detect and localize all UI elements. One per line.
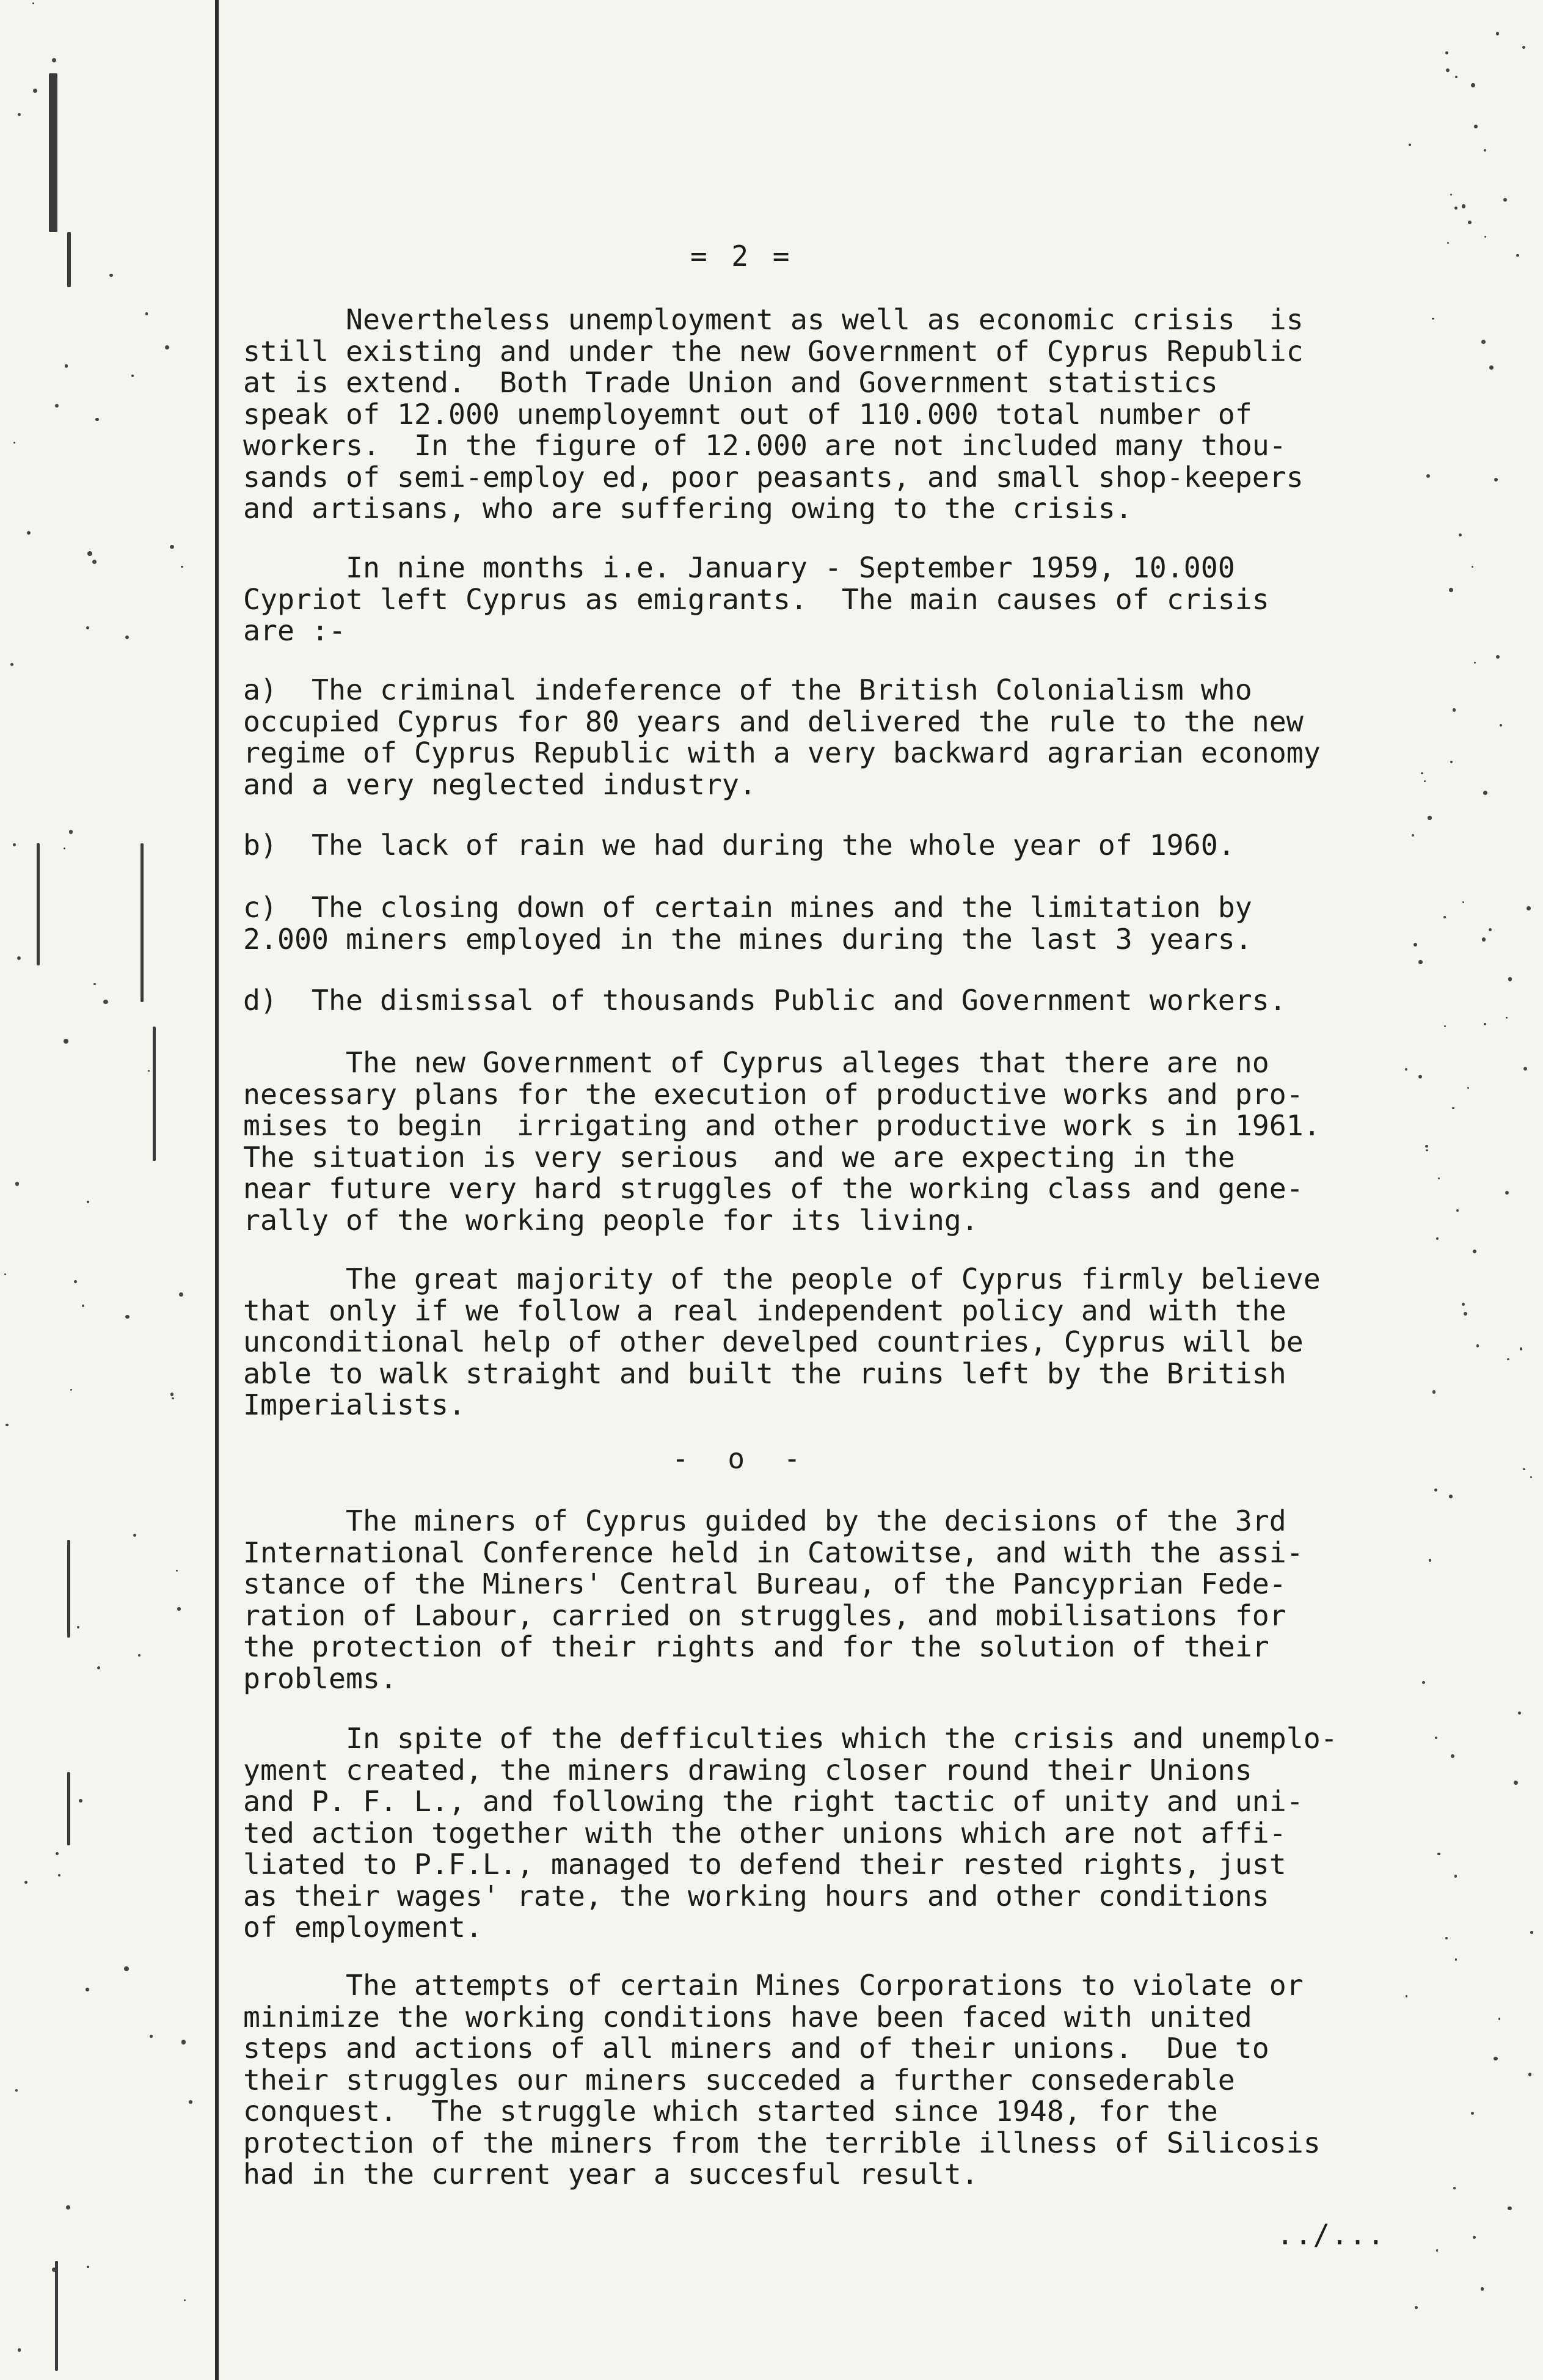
edge-line-mark [49, 73, 57, 232]
scan-speck [145, 312, 148, 315]
continuation-mark: ../... [1277, 2218, 1386, 2251]
scan-speck [82, 1305, 84, 1307]
scan-speck [1429, 1559, 1432, 1562]
paragraph-government-plans: The new Government of Cyprus alleges that there are no necessary plans for the execution of productive works and pro- mises to begin irrigating and other productive work s in 1961. The situation is very serious and we are expecting in the near future very hard struggles of the working class and gene- rally of the working people for its living. [243, 1046, 1321, 1237]
scan-speck [1450, 761, 1453, 763]
scan-speck [1514, 1781, 1518, 1785]
scan-speck [181, 2040, 186, 2045]
scan-speck [1476, 1344, 1479, 1347]
scan-speck [1462, 204, 1465, 208]
scan-speck [1436, 1237, 1439, 1240]
scan-speck [1472, 566, 1473, 568]
scan-speck [1508, 2206, 1512, 2211]
scan-speck [138, 1654, 140, 1657]
edge-line-mark [37, 843, 40, 965]
scan-speck [13, 843, 16, 846]
scan-speck [1522, 46, 1525, 49]
scan-speck [179, 1292, 183, 1297]
scan-speck [32, 2, 35, 5]
scan-speck [1528, 2073, 1532, 2076]
scan-speck [1432, 1390, 1435, 1393]
paragraph-difficulties: In spite of the defficulties which the crisis and unemplo- yment created, the miners drawing closer round their Unions and P. F. L., and following the right tactic of unity and uni- ted action together with the other unions which are not affi- liated to P.F.L., managed to defend their rested rights, just as their wages' rate, the working hours and other conditions of employment. [243, 1722, 1338, 1944]
scan-speck [1484, 1023, 1486, 1025]
scan-speck [184, 2299, 186, 2301]
edge-line-mark [153, 1027, 156, 1161]
scan-speck [1405, 1068, 1407, 1071]
scan-speck [1425, 1145, 1428, 1148]
scan-speck [52, 58, 56, 62]
scan-speck [15, 1182, 19, 1185]
scan-speck [10, 663, 13, 666]
scan-speck [1451, 1754, 1454, 1758]
scan-speck [1445, 51, 1448, 54]
scan-speck [1462, 901, 1464, 903]
scan-speck [1454, 1875, 1457, 1878]
scan-speck [56, 1852, 59, 1855]
paragraph-majority: The great majority of the people of Cyprus firmly believe that only if we follow a real independent policy and with the unconditional help of other develped countries, Cyprus will be able to walk straight and built the ruins left by the British Imperialists. [243, 1262, 1321, 1421]
scan-speck [125, 1315, 129, 1319]
scan-speck [1455, 1958, 1457, 1960]
scan-speck [70, 1389, 72, 1391]
left-margin-rule [215, 0, 219, 2380]
scan-speck [24, 1881, 27, 1884]
scan-speck [189, 2100, 192, 2103]
scan-speck [165, 345, 169, 350]
scan-speck [92, 560, 97, 564]
scan-speck [1505, 1191, 1509, 1195]
scan-speck [1507, 1358, 1509, 1361]
scan-speck [15, 2089, 18, 2092]
scan-speck [170, 545, 173, 549]
scan-speck [1445, 1937, 1448, 1940]
scan-speck [1453, 2187, 1456, 2189]
cause-c: c) The closing down of certain mines and the limitation by 2.000 miners employed in the mines during the last 3 years. [243, 891, 1252, 956]
scan-speck [27, 531, 31, 535]
scan-speck [109, 274, 112, 277]
scan-speck [1468, 221, 1472, 224]
scan-speck [93, 983, 96, 986]
scan-speck [1481, 2287, 1484, 2291]
scan-speck [77, 1626, 79, 1628]
scan-speck [1494, 2057, 1498, 2061]
scan-speck [1467, 1087, 1469, 1089]
binding-edge-marks [0, 0, 208, 2380]
scan-speck [1452, 1107, 1454, 1109]
scan-speck [87, 551, 92, 556]
scan-speck [150, 2035, 152, 2037]
scan-speck [1424, 780, 1426, 783]
scan-speck [1436, 2249, 1439, 2252]
scan-speck [1450, 194, 1452, 196]
scan-speck [55, 404, 59, 408]
scan-speck [1426, 1149, 1428, 1151]
scan-speck [1471, 2112, 1474, 2115]
scan-speck [1454, 207, 1457, 210]
cause-a: a) The criminal indeference of the British Colonialism who occupied Cyprus for 80 years and delivered the rule to the new regime of Cyprus Republic with a very backward agrarian economy and a very neglected industry. [243, 673, 1321, 801]
scan-speck [69, 830, 73, 834]
page-number: = 2 = [690, 240, 793, 273]
scan-speck [33, 89, 37, 93]
cause-b: b) The lack of rain we had during the whole year of 1960. [243, 829, 1235, 862]
scan-speck [1508, 977, 1512, 981]
scan-speck [1481, 340, 1486, 344]
scan-speck [18, 2348, 21, 2351]
scan-speck [125, 635, 129, 640]
scan-speck [13, 442, 15, 444]
scan-speck [1496, 655, 1500, 659]
scan-speck [4, 1273, 6, 1275]
scan-speck [1516, 254, 1519, 257]
scan-speck [1530, 1476, 1532, 1478]
scan-speck [1414, 943, 1417, 947]
scan-speck [1409, 144, 1411, 146]
scan-speck [5, 1424, 9, 1427]
scan-speck [1527, 906, 1531, 910]
scan-speck [1484, 236, 1486, 238]
scan-speck [1449, 1495, 1452, 1498]
scan-speck [66, 2205, 70, 2210]
scan-speck [1432, 318, 1434, 320]
scan-speck [1471, 83, 1475, 87]
scan-speck [1496, 32, 1500, 35]
scan-speck [1426, 474, 1430, 478]
scan-speck [87, 1201, 89, 1203]
scan-speck [1434, 1488, 1437, 1492]
edge-line-mark [55, 2261, 58, 2371]
scan-speck [131, 375, 134, 377]
scan-speck [1422, 1681, 1425, 1684]
scan-speck [1418, 960, 1423, 964]
scan-speck [172, 1397, 173, 1399]
scan-speck [1482, 937, 1486, 942]
scan-speck [97, 1666, 100, 1669]
scan-speck [79, 1799, 82, 1803]
scan-speck [1498, 2018, 1501, 2020]
scan-speck [103, 1000, 108, 1005]
scan-speck [1503, 198, 1507, 202]
paragraph-emigrants: In nine months i.e. January - September 1959, 10.000 Cypriot left Cyprus as emigrants. The main causes of crisis are :- [243, 551, 1269, 647]
scan-speck [170, 1393, 173, 1396]
scan-speck [1406, 1995, 1408, 1997]
scan-speck [1523, 1468, 1525, 1471]
scan-speck [64, 848, 65, 849]
scan-speck [1435, 1737, 1437, 1739]
paragraph-miners-guided: The miners of Cyprus guided by the decisions of the 3rd International Conference held in Catowitse, and with the assi- stance of the Miners' Central Bureau, of the Pancyprian Fede- ration of Labour, carried on struggles, and mobilisations for the protection of their rights and for the solution of their problems. [243, 1504, 1304, 1695]
paragraph-unemployment: Nevertheless unemployment as well as economic crisis is still existing and under the new Government of Cyprus Republic at is extend. Both Trade Union and Government statistics speak of 12.000 unemployemnt out of 110.000 total number of workers. In the figure of 12.000 are not included many thou- sands of semi-employ ed, poor peasants, and small shop-keepers and artisans, who are suffering owing to the crisis. [243, 303, 1304, 525]
scan-speck [64, 1039, 68, 1044]
scan-speck [1412, 834, 1414, 837]
scan-speck [181, 566, 183, 568]
scan-speck [74, 1280, 77, 1283]
scan-speck [1415, 2306, 1418, 2309]
section-separator: - o - [672, 1442, 812, 1475]
scan-speck [18, 113, 21, 116]
scan-speck [1447, 242, 1449, 244]
scan-speck [1455, 76, 1457, 78]
scan-speck [148, 1070, 150, 1072]
scan-speck [95, 418, 99, 422]
scan-speck [86, 626, 89, 629]
scan-speck [1489, 928, 1492, 931]
scan-speck [1421, 772, 1423, 775]
scan-speck [1428, 816, 1431, 819]
edge-line-mark [67, 1772, 70, 1845]
scan-speck [1474, 662, 1476, 664]
scan-speck [1473, 2236, 1476, 2239]
scan-speck [52, 2268, 56, 2272]
paragraph-attempts: The attempts of certain Mines Corporations to violate or minimize the working conditions have been faced with united steps and actions of all miners and of their unions. Due to their struggles our miners succeded a further consederable conquest. The struggle which started since 1948, for the protection of the miners from the terrible illness of Silicosis had in the current year a succesful result. [243, 1969, 1321, 2191]
scan-speck [1473, 1250, 1476, 1253]
scan-speck [1506, 1017, 1508, 1019]
edge-line-mark [67, 1540, 70, 1638]
scan-speck [133, 1534, 136, 1537]
scan-speck [1449, 588, 1453, 592]
scan-speck [1443, 916, 1446, 918]
scan-speck [1483, 791, 1487, 795]
scan-speck [1444, 1025, 1446, 1027]
scan-speck [176, 1570, 178, 1572]
cause-d: d) The dismissal of thousands Public and Government workers. [243, 984, 1286, 1017]
scan-speck [1520, 1347, 1523, 1350]
scan-speck [58, 1874, 60, 1877]
scan-speck [1489, 365, 1494, 370]
scan-speck [17, 956, 21, 960]
scan-speck [1464, 1312, 1467, 1316]
scan-speck [1500, 724, 1502, 727]
scan-speck [86, 1988, 89, 1991]
edge-line-mark [67, 232, 71, 287]
scan-speck [87, 2266, 89, 2268]
scan-speck [1459, 533, 1462, 536]
scan-speck [1446, 68, 1450, 72]
edge-line-mark [140, 843, 144, 1002]
scan-speck [124, 1966, 129, 1971]
scan-speck [1437, 1853, 1440, 1856]
scan-speck [1484, 149, 1486, 152]
scan-specks [1405, 0, 1543, 2380]
scan-speck [1523, 1067, 1527, 1071]
scan-speck [1530, 1931, 1533, 1933]
scan-speck [1456, 1209, 1459, 1212]
scan-speck [1418, 1075, 1422, 1078]
scan-speck [1453, 708, 1456, 712]
scan-speck [1494, 478, 1498, 481]
scan-speck [1474, 125, 1477, 128]
scan-speck [1518, 1712, 1521, 1715]
scan-speck [65, 364, 68, 368]
scan-speck [177, 1607, 180, 1610]
scan-speck [1462, 1303, 1465, 1306]
scan-speck [1438, 1177, 1440, 1179]
